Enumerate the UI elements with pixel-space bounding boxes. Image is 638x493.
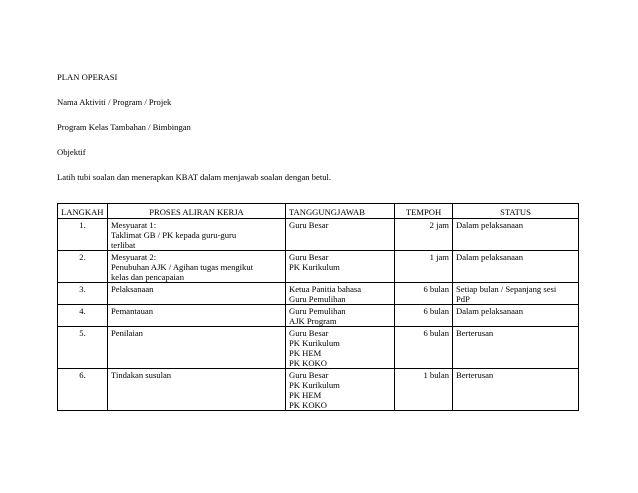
proses-line: terlibat [111, 240, 136, 250]
tempoh-cell: 6 bulan [395, 305, 453, 327]
tanggungjawab-line: Ketua Panitia bahasa [289, 284, 362, 294]
proses-line: Tindakan susulan [111, 370, 172, 380]
langkah-cell: 5. [58, 327, 108, 369]
proses-cell [108, 283, 286, 305]
tanggungjawab-line: PK Kurikulum [289, 262, 340, 272]
tanggungjawab-line: PK Kurikulum [289, 380, 340, 390]
tempoh-cell: 2 jam [395, 219, 453, 251]
aktiviti-label: Nama Aktiviti / Program / Projek [57, 97, 172, 107]
table-row [58, 327, 579, 369]
tanggungjawab-cell [286, 283, 395, 305]
proses-cell [108, 251, 286, 283]
proses-line: kelas dan pencapaian [111, 272, 185, 282]
status-cell [453, 219, 579, 251]
proses-cell [108, 369, 286, 411]
tanggungjawab-line: Guru Pemulihan [289, 306, 346, 316]
tanggungjawab-line: Guru Besar [289, 370, 329, 380]
tanggungjawab-cell [286, 327, 395, 369]
tanggungjawab-line: Guru Besar [289, 220, 329, 230]
tempoh-cell: 1 bulan [395, 369, 453, 411]
tempoh-cell: 6 bulan [395, 283, 453, 305]
langkah-cell: 6. [58, 369, 108, 411]
status-cell [453, 283, 579, 305]
proses-cell [108, 305, 286, 327]
tanggungjawab-line: Guru Besar [289, 252, 329, 262]
status-cell [453, 305, 579, 327]
status-line: PdP [456, 294, 470, 304]
tempoh-cell: 6 bulan [395, 327, 453, 369]
status-line: Dalam pelaksanaan [456, 252, 524, 262]
status-line: Setiap bulan / Sepanjang sesi [456, 284, 557, 294]
table-row [58, 369, 579, 411]
tanggungjawab-line: PK Kurikulum [289, 338, 340, 348]
header-langkah: LANGKAH [58, 204, 108, 219]
status-cell [453, 327, 579, 369]
proses-cell [108, 219, 286, 251]
status-line: Dalam pelaksanaan [456, 306, 524, 316]
langkah-cell: 2. [58, 251, 108, 283]
status-line: Berterusan [456, 328, 494, 338]
tanggungjawab-cell [286, 251, 395, 283]
tanggungjawab-line: Guru Besar [289, 328, 329, 338]
table-header-row [58, 204, 579, 219]
status-line: Dalam pelaksanaan [456, 220, 524, 230]
plan-table [57, 203, 579, 411]
tanggungjawab-line: PK HEM [289, 390, 322, 400]
table-row [58, 219, 579, 251]
proses-line: Penilaian [111, 328, 143, 338]
tanggungjawab-cell [286, 305, 395, 327]
header-tanggungjawab: TANGGUNGJAWAB [286, 204, 395, 219]
objektif-label: Objektif [57, 147, 86, 157]
page-title: PLAN OPERASI [57, 72, 118, 82]
tempoh-cell: 1 jam [395, 251, 453, 283]
header-status: STATUS [453, 204, 579, 219]
header-tempoh: TEMPOH [395, 204, 453, 219]
status-cell [453, 369, 579, 411]
langkah-cell: 1. [58, 219, 108, 251]
table-row [58, 283, 579, 305]
proses-line: Pelaksanaan [111, 284, 154, 294]
proses-line: Mesyuarat 1: [111, 220, 157, 230]
tanggungjawab-line: Guru Pemulihan [289, 294, 346, 304]
tanggungjawab-line: PK KOKO [289, 358, 327, 368]
langkah-cell: 4. [58, 305, 108, 327]
status-cell [453, 251, 579, 283]
objektif-text: Latih tubi soalan dan menerapkan KBAT dalam menjawab soalan dengan betul. [57, 172, 332, 182]
status-line: Berterusan [456, 370, 494, 380]
header-proses: PROSES ALIRAN KERJA [108, 204, 286, 219]
table-row [58, 305, 579, 327]
tanggungjawab-cell [286, 219, 395, 251]
proses-line: Pemantauan [111, 306, 153, 316]
tanggungjawab-line: PK KOKO [289, 400, 327, 410]
proses-line: Taklimat GB / PK kepada guru-guru [111, 230, 237, 240]
tanggungjawab-line: PK HEM [289, 348, 322, 358]
proses-line: Penubuhan AJK / Agihan tugas mengikut [111, 262, 254, 272]
proses-cell [108, 327, 286, 369]
langkah-cell: 3. [58, 283, 108, 305]
program-name: Program Kelas Tambahan / Bimbingan [57, 122, 191, 132]
proses-line: Mesyuarat 2: [111, 252, 157, 262]
tanggungjawab-cell [286, 369, 395, 411]
tanggungjawab-line: AJK Program [289, 316, 337, 326]
table-row [58, 251, 579, 283]
